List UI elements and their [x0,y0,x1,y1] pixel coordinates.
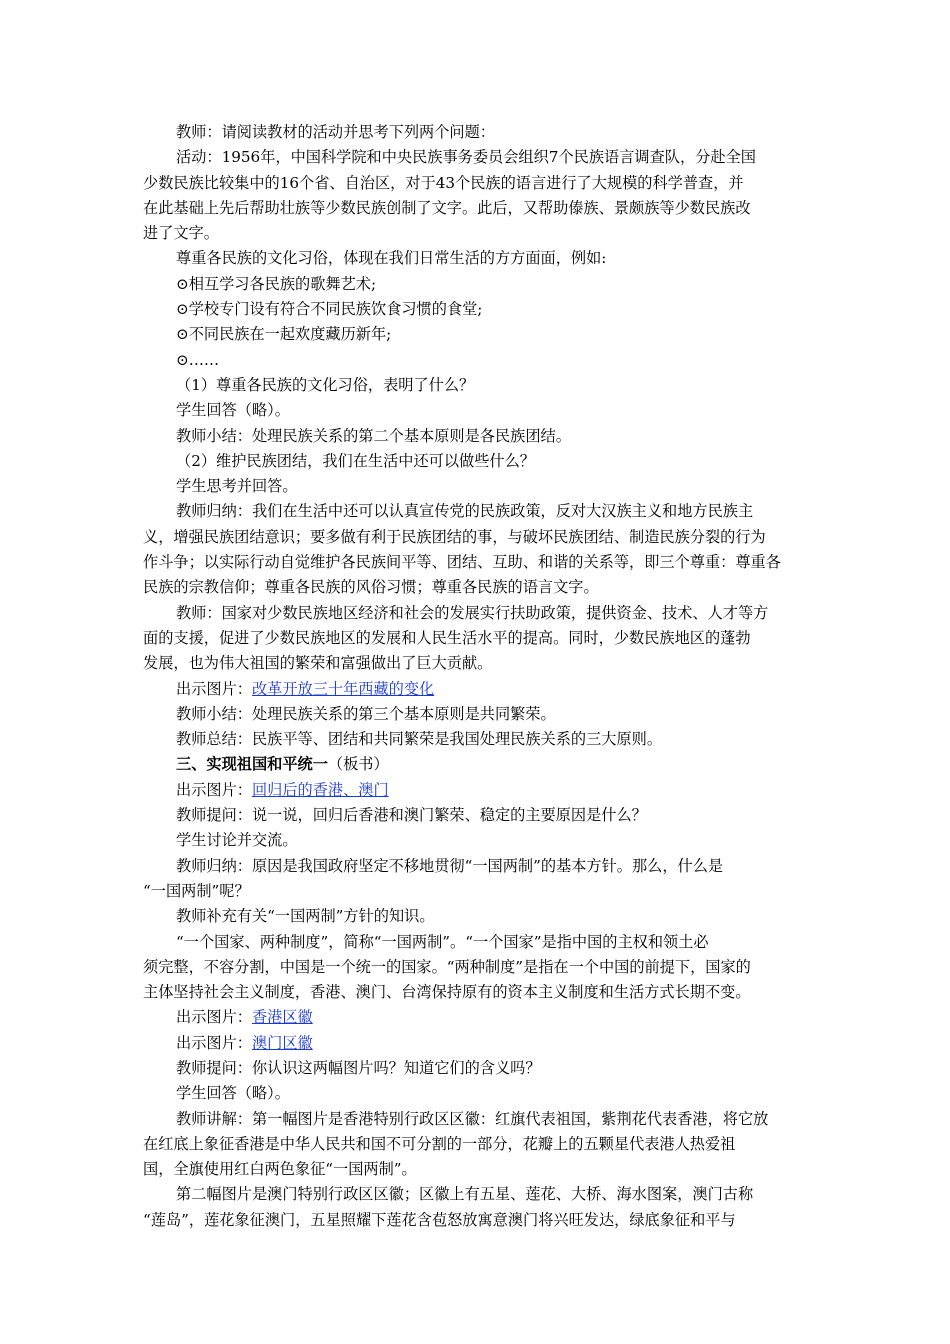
line-text: 教师归纳：原因是我国政府坚定不移地贯彻“一国两制”的基本方针。那么，什么是 [176,856,724,875]
text-line [143,601,808,626]
text-line [143,449,808,474]
line-text: 教师提问：你认识这两幅图片吗？知道它们的含义吗？ [176,1058,541,1077]
text-line [143,145,808,170]
line-text: 教师提问：说一说，回归后香港和澳门繁荣、稳定的主要原因是什么？ [176,806,647,825]
text-line [143,677,808,702]
line-text: 学生回答（略）。 [176,1084,290,1103]
line-text: 教师补充有关“一国两制”方针的知识。 [176,907,435,926]
text-line [143,297,808,322]
text-line [143,499,808,524]
text-line [143,879,808,904]
line-text: 出示图片： [176,1008,252,1027]
line-text: 发展，也为伟大祖国的繁荣和富强做出了巨大贡献。 [143,654,493,673]
text-line [143,752,808,777]
text-line [143,474,808,499]
text-line [143,955,808,980]
line-text: 出示图片： [176,780,252,799]
line-text: 出示图片： [176,1033,252,1052]
text-line [143,702,808,727]
text-line [143,550,808,575]
line-text: 作斗争；以实际行动自觉维护各民族间平等、团结、互助、和谐的关系等，即三个尊重：尊重各 [143,553,781,572]
text-line [143,196,808,221]
image-link[interactable]: 香港区徽 [251,1008,313,1027]
text-line [143,575,808,600]
text-line [143,1182,808,1207]
line-text: 进了文字。 [143,224,219,243]
line-text: “莲岛”，莲花象征澳门，五星照耀下莲花含苞怒放寓意澳门将兴旺发达，绿底象征和平与 [143,1210,736,1229]
text-line [143,221,808,246]
line-text: 义，增强民族团结意识；要多做有利于民族团结的事，与破坏民族团结、制造民族分裂的行为 [143,527,766,546]
text-line [143,1005,808,1030]
heading-note: （板书） [327,755,389,774]
text-line [143,322,808,347]
text-line [143,980,808,1005]
text-line [143,778,808,803]
text-line [143,828,808,853]
line-text: 教师讲解：第一幅图片是香港特别行政区区徽：红旗代表祖国，紫荆花代表香港，将它放 [176,1109,769,1128]
text-line [143,246,808,271]
text-line [143,930,808,955]
line-text: 民族的宗教信仰；尊重各民族的风俗习惯；尊重各民族的语言文字。 [143,578,599,597]
text-line [143,120,808,145]
text-line [143,1031,808,1056]
line-text: ⊙相互学习各民族的歌舞艺术; [176,274,377,293]
line-text: “一个国家、两种制度”，简称“一国两制”。“一个国家”是指中国的主权和领土必 [176,932,709,951]
text-line [143,424,808,449]
line-text: 教师小结：处理民族关系的第三个基本原则是共同繁荣。 [176,704,556,723]
line-text: （1）尊重各民族的文化习俗，表明了什么？ [176,375,475,394]
text-line [143,626,808,651]
line-text: 教师小结：处理民族关系的第二个基本原则是各民族团结。 [176,426,571,445]
line-text: 在此基础上先后帮助壮族等少数民族创制了文字。此后，又帮助傣族、景颇族等少数民族改 [143,198,751,217]
text-line [143,803,808,828]
line-text: 在红底上象征香港是中华人民共和国不可分割的一部分，花瓣上的五颗星代表港人热爱祖 [143,1134,736,1153]
line-text: 教师：国家对少数民族地区经济和社会的发展实行扶助政策，提供资金、技术、人才等方 [176,603,769,622]
text-line [143,904,808,929]
text-line [143,1132,808,1157]
line-text: 教师总结：民族平等、团结和共同繁荣是我国处理民族关系的三大原则。 [176,730,662,749]
text-line [143,1056,808,1081]
line-text: ⊙学校专门设有符合不同民族饮食习惯的食堂; [176,300,483,319]
image-link[interactable]: 改革开放三十年西藏的变化 [251,679,435,698]
line-text: 活动：1956年，中国科学院和中央民族事务委员会组织7个民族语言调查队，分赴全国 [176,148,756,167]
image-link[interactable]: 澳门区徽 [251,1033,313,1052]
section-heading: 三、实现祖国和平统一 [176,755,328,774]
document-body [143,120,808,1233]
line-text: 学生回答（略）。 [176,401,290,420]
text-line [143,651,808,676]
line-text: “一国两制”呢？ [143,881,250,900]
text-line [143,348,808,373]
line-text: 第二幅图片是澳门特别行政区区徽；区徽上有五星、莲花、大桥、海水图案，澳门古称 [176,1185,754,1204]
line-text: 国，全旗使用红白两色象征“一国两制”。 [143,1160,417,1179]
text-line [143,727,808,752]
line-text: 须完整，不容分割，中国是一个统一的国家。“两种制度”是指在一个中国的前提下，国家的 [143,957,751,976]
text-line [143,525,808,550]
line-text: 尊重各民族的文化习俗，体现在我们日常生活的方方面面，例如: [176,249,607,268]
line-text: 少数民族比较集中的16个省、自治区，对于43个民族的语言进行了大规模的科学普查，并 [143,173,744,192]
line-text: 学生思考并回答。 [176,477,298,496]
text-line [143,373,808,398]
line-text: 学生讨论并交流。 [176,831,298,850]
line-text: 出示图片： [176,679,252,698]
line-text: 主体坚持社会主义制度，香港、澳门、台湾保持原有的资本主义制度和生活方式长期不变。 [143,983,751,1002]
line-text: ⊙不同民族在一起欢度藏历新年; [176,325,392,344]
line-text: 教师：请阅读教材的活动并思考下列两个问题： [176,123,495,141]
line-text: 教师归纳：我们在生活中还可以认真宣传党的民族政策，反对大汉族主义和地方民族主 [176,502,754,521]
text-line [143,1107,808,1132]
image-link[interactable]: 回归后的香港、澳门 [251,780,389,799]
line-text: 面的支援，促进了少数民族地区的发展和人民生活水平的提高。同时，少数民族地区的蓬勃 [143,628,751,647]
text-line [143,272,808,297]
text-line [143,398,808,423]
text-line [143,171,808,196]
text-line [143,1081,808,1106]
text-line [143,1208,808,1233]
text-line [143,854,808,879]
line-text: （2）维护民族团结，我们在生活中还可以做些什么？ [176,451,535,470]
line-text: ⊙…… [176,350,220,369]
text-line [143,1157,808,1182]
